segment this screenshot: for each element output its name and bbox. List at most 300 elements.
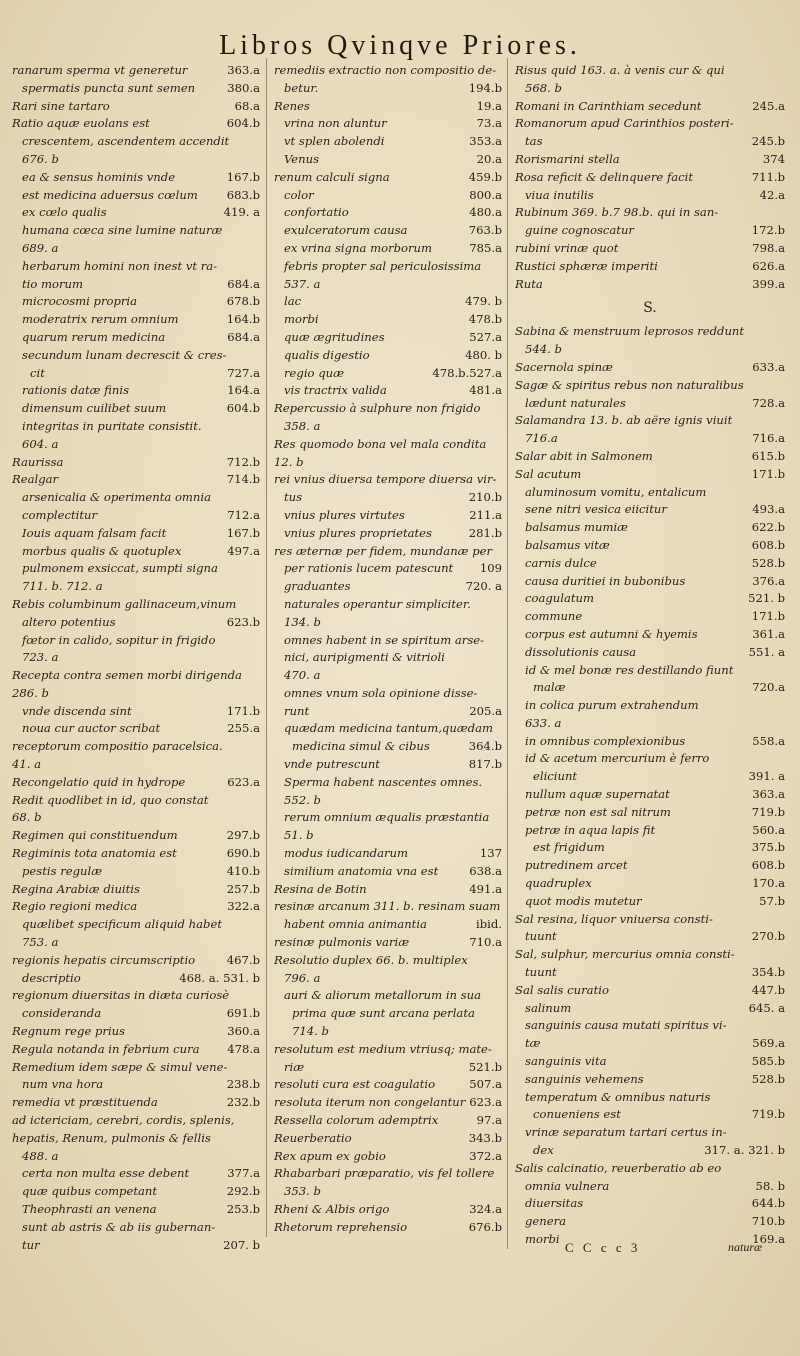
entry-reference: 343.b bbox=[468, 1130, 502, 1145]
entry-term: integritas in puritate consistit. bbox=[22, 418, 202, 433]
index-entry bbox=[274, 525, 502, 543]
index-entry bbox=[515, 133, 785, 151]
index-entry bbox=[274, 774, 502, 792]
entry-reference: 481.a bbox=[469, 383, 502, 398]
entry-term: sene nitri vesica eiicitur bbox=[525, 502, 667, 517]
index-entry bbox=[274, 329, 502, 347]
entry-term: petræ non est sal nitrum bbox=[525, 804, 671, 819]
entry-term: quæ ægritudines bbox=[284, 329, 385, 344]
entry-term: 711. b. 712. a bbox=[22, 579, 103, 594]
entry-reference: 372.a bbox=[469, 1148, 502, 1163]
index-entry bbox=[274, 471, 502, 489]
index-entry bbox=[12, 80, 260, 98]
entry-term: Resolutio duplex 66. b. multiplex bbox=[274, 952, 468, 967]
entry-reference: 171.b bbox=[751, 466, 785, 481]
index-entry bbox=[12, 187, 260, 205]
entry-term: Sal salis curatio bbox=[515, 982, 609, 997]
index-entry bbox=[274, 827, 502, 845]
entry-term: pulmonem exsiccat, sumpti signa bbox=[22, 561, 218, 576]
entry-reference: 207. b bbox=[223, 1237, 260, 1252]
entry-reference: 97.a bbox=[476, 1113, 502, 1128]
entry-reference: 68.a bbox=[234, 98, 260, 113]
index-entry bbox=[12, 240, 260, 258]
index-entry bbox=[515, 1106, 785, 1124]
index-entry bbox=[12, 454, 260, 472]
entry-term: morbi bbox=[525, 1232, 560, 1246]
index-entry bbox=[515, 1124, 785, 1142]
entry-reference: 623.a bbox=[227, 774, 260, 789]
entry-term: graduantes bbox=[284, 579, 351, 594]
entry-term: Rubinum 369. b.7 98.b. qui in san- bbox=[515, 205, 719, 220]
index-entry bbox=[12, 987, 260, 1005]
index-entry bbox=[274, 436, 502, 454]
entry-reference: 626.a bbox=[752, 258, 785, 273]
entry-reference: 363.a bbox=[752, 787, 785, 802]
index-entry bbox=[274, 62, 502, 80]
index-entry bbox=[12, 1201, 260, 1219]
entry-term: 544. b bbox=[525, 342, 562, 357]
entry-reference: 109 bbox=[479, 561, 502, 576]
entry-reference: 317. a. 321. b bbox=[704, 1143, 785, 1158]
entry-reference: 719.b bbox=[751, 804, 785, 819]
index-entry bbox=[12, 1183, 260, 1201]
entry-term: Regiminis tota anatomia est bbox=[12, 846, 177, 861]
index-entry bbox=[515, 839, 785, 857]
index-entry bbox=[274, 952, 502, 970]
index-entry bbox=[515, 1035, 785, 1053]
entry-reference: 800.a bbox=[469, 187, 502, 202]
index-entry bbox=[274, 169, 502, 187]
index-entry bbox=[274, 382, 502, 400]
index-entry bbox=[274, 222, 502, 240]
entry-term: Sal acutum bbox=[515, 466, 582, 481]
index-entry bbox=[274, 1219, 502, 1237]
index-entry bbox=[515, 341, 785, 359]
index-entry bbox=[12, 525, 260, 543]
entry-term: Sal, sulphur, mercurius omnia consti- bbox=[515, 947, 735, 962]
entry-term: similium anatomia vna est bbox=[284, 863, 439, 878]
entry-term: nullum aquæ supernatat bbox=[525, 787, 670, 802]
entry-term: Ruta bbox=[515, 276, 543, 291]
index-entry bbox=[12, 258, 260, 276]
entry-reference: 604.b bbox=[226, 401, 260, 416]
entry-reference: 447.b bbox=[751, 982, 785, 997]
entry-term: 488. a bbox=[22, 1148, 59, 1163]
index-entry bbox=[274, 685, 502, 703]
entry-term: Resina de Botin bbox=[274, 881, 367, 896]
entry-term: 358. a bbox=[284, 418, 321, 433]
catchword: naturæ bbox=[728, 1240, 763, 1254]
entry-term: 753. a bbox=[22, 935, 59, 950]
index-entry bbox=[274, 881, 502, 899]
index-entry bbox=[515, 187, 785, 205]
entry-term: vnius plures virtutes bbox=[284, 507, 405, 522]
entry-term: genera bbox=[525, 1214, 567, 1229]
index-entry bbox=[515, 875, 785, 893]
index-entry bbox=[515, 169, 785, 187]
index-entry bbox=[12, 133, 260, 151]
entry-term: habent omnia animantia bbox=[284, 917, 427, 932]
entry-term: remediis extractio non compositio de- bbox=[274, 63, 497, 77]
signature-mark: C C c c 3 bbox=[565, 1240, 641, 1255]
entry-term: omnes habent in se spiritum arse- bbox=[284, 632, 485, 647]
entry-reference: 558.a bbox=[752, 733, 785, 748]
index-entry bbox=[12, 1094, 260, 1112]
entry-reference: 798.a bbox=[752, 240, 785, 255]
entry-term: consideranda bbox=[22, 1006, 102, 1021]
index-entry bbox=[515, 484, 785, 502]
entry-term: auri & aliorum metallorum in sua bbox=[284, 988, 482, 1003]
index-entry bbox=[515, 911, 785, 929]
entry-term: 604. a bbox=[22, 436, 59, 451]
entry-term: Rari sine tartaro bbox=[12, 98, 110, 113]
entry-term: riæ bbox=[284, 1059, 305, 1074]
entry-reference: 711.b bbox=[751, 169, 785, 184]
index-entry bbox=[515, 608, 785, 626]
index-entry bbox=[274, 276, 502, 294]
index-entry bbox=[515, 80, 785, 98]
index-entry bbox=[274, 667, 502, 685]
entry-term: 714. b bbox=[292, 1024, 329, 1039]
index-entry bbox=[515, 946, 785, 964]
entry-term: vnde putrescunt bbox=[284, 757, 380, 772]
index-entry bbox=[12, 151, 260, 169]
entry-reference: 255.a bbox=[227, 721, 260, 736]
entry-reference: 719.b bbox=[751, 1107, 785, 1122]
index-entry bbox=[515, 537, 785, 555]
index-entry bbox=[12, 365, 260, 383]
entry-term: omnes vnum sola opinione disse- bbox=[284, 685, 478, 700]
entry-term: rei vnius diuersa tempore diuersa vir- bbox=[274, 472, 497, 487]
entry-reference: 42.a bbox=[759, 187, 785, 202]
entry-term: Realgar bbox=[12, 472, 59, 487]
entry-reference: 521.b bbox=[468, 1059, 502, 1074]
entry-reference: 690.b bbox=[226, 846, 260, 861]
index-entry bbox=[515, 276, 785, 294]
index-entry bbox=[12, 329, 260, 347]
index-entry bbox=[12, 1165, 260, 1183]
index-entry bbox=[515, 98, 785, 116]
index-entry bbox=[515, 555, 785, 573]
index-entry bbox=[12, 293, 260, 311]
entry-term: ex vrina signa morborum bbox=[284, 240, 433, 255]
index-entry bbox=[515, 573, 785, 591]
entry-term: Remedium idem sæpe & simul vene- bbox=[12, 1059, 228, 1074]
entry-term: Salar abit in Salmonem bbox=[515, 448, 653, 463]
entry-term: Res quomodo bona vel mala condita bbox=[274, 436, 487, 451]
index-entry bbox=[515, 359, 785, 377]
index-entry bbox=[12, 400, 260, 418]
index-entry bbox=[515, 1017, 785, 1035]
entry-term: medicina simul & cibus bbox=[292, 739, 430, 754]
entry-reference: 297.b bbox=[226, 828, 260, 843]
entry-term: tio morum bbox=[22, 276, 84, 291]
entry-reference: 493.a bbox=[752, 502, 785, 517]
entry-reference: 467.b bbox=[226, 952, 260, 967]
index-entry bbox=[274, 756, 502, 774]
entry-term: 134. b bbox=[284, 614, 321, 629]
entry-term: dimensum cuilibet suum bbox=[22, 401, 167, 416]
entry-term: cit bbox=[30, 365, 45, 380]
index-entry bbox=[274, 934, 502, 952]
index-entry bbox=[12, 489, 260, 507]
entry-term: ranarum sperma vt generetur bbox=[12, 63, 188, 77]
entry-term: Sacernola spinæ bbox=[515, 359, 613, 374]
entry-term: regionis hepatis circumscriptio bbox=[12, 952, 196, 967]
entry-term: Salis calcinatio, reuerberatio ab eo bbox=[515, 1160, 722, 1175]
entry-reference: 172.b bbox=[751, 223, 785, 238]
entry-term: id & acetum mercurium è ferro bbox=[525, 751, 710, 766]
entry-term: tas bbox=[525, 134, 543, 149]
entry-reference: 479. b bbox=[465, 294, 502, 309]
entry-reference: 20.a bbox=[476, 151, 502, 166]
entry-term: Sperma habent nascentes omnes. bbox=[284, 774, 483, 789]
index-entry bbox=[12, 809, 260, 827]
index-entry bbox=[12, 898, 260, 916]
entry-reference: 205.a bbox=[469, 703, 502, 718]
entry-term: sanguinis vita bbox=[525, 1054, 607, 1069]
index-entry bbox=[12, 418, 260, 436]
entry-reference: 380.a bbox=[227, 80, 260, 95]
entry-reference: 714.b bbox=[226, 472, 260, 487]
entry-term: rubini vrinæ quot bbox=[515, 240, 619, 255]
entry-term: moderatrix rerum omnium bbox=[22, 312, 179, 327]
index-entry bbox=[12, 1148, 260, 1166]
entry-reference: 167.b bbox=[226, 169, 260, 184]
index-entry bbox=[274, 649, 502, 667]
entry-reference: 763.b bbox=[468, 223, 502, 238]
entry-term: humana cœca sine lumine naturæ bbox=[22, 223, 223, 238]
entry-reference: 480.a bbox=[469, 205, 502, 220]
index-entry bbox=[12, 1059, 260, 1077]
index-entry bbox=[274, 845, 502, 863]
entry-term: ex cœlo qualis bbox=[22, 205, 107, 220]
entry-reference: 608.b bbox=[751, 858, 785, 873]
index-entry bbox=[274, 543, 502, 561]
entry-reference: 57.b bbox=[759, 893, 785, 908]
index-entry bbox=[515, 1195, 785, 1213]
entry-reference: 478.b.527.a bbox=[432, 365, 502, 380]
entry-term: vnius plures proprietates bbox=[284, 525, 432, 540]
entry-term: Regina Arabiæ diuitis bbox=[12, 881, 140, 896]
entry-term: renum calculi signa bbox=[274, 169, 390, 184]
entry-term: resoluti cura est coagulatio bbox=[274, 1077, 436, 1092]
entry-reference: 164.b bbox=[226, 312, 260, 327]
entry-term: 470. a bbox=[284, 668, 321, 683]
index-entry bbox=[274, 347, 502, 365]
entry-term: 41. a bbox=[12, 757, 42, 772]
entry-term: est frigidum bbox=[533, 840, 605, 855]
index-entry bbox=[274, 418, 502, 436]
entry-reference: 521. b bbox=[748, 591, 785, 606]
entry-term: quadruplex bbox=[525, 876, 592, 891]
entry-term: morbus qualis & quotuplex bbox=[22, 543, 182, 558]
entry-term: Theophrasti an venena bbox=[22, 1202, 157, 1216]
index-column-1 bbox=[12, 62, 260, 1254]
index-columns bbox=[0, 62, 800, 1332]
entry-reference: 363.a bbox=[227, 63, 260, 77]
entry-term: fœtor in calido, sopitur in frigido bbox=[22, 632, 216, 647]
entry-term: regionum diuersitas in diæta curiosè bbox=[12, 988, 230, 1003]
entry-term: diuersitas bbox=[525, 1196, 584, 1211]
entry-term: putredinem arcet bbox=[525, 858, 628, 873]
entry-term: Ratio aquæ euolans est bbox=[12, 116, 150, 131]
entry-reference: 374 bbox=[762, 151, 785, 166]
index-entry bbox=[12, 881, 260, 899]
entry-term: Venus bbox=[284, 151, 320, 166]
index-entry bbox=[274, 98, 502, 116]
entry-term: Salamandra 13. b. ab aëre ignis viuit bbox=[515, 413, 733, 428]
entry-term: 723. a bbox=[22, 650, 59, 665]
entry-term: quarum rerum medicina bbox=[22, 329, 166, 344]
index-entry bbox=[274, 792, 502, 810]
entry-term: guine cognoscatur bbox=[525, 223, 634, 238]
entry-term: in omnibus complexionibus bbox=[525, 733, 686, 748]
entry-term: 537. a bbox=[284, 276, 321, 291]
entry-term: 633. a bbox=[525, 715, 562, 730]
entry-term: corpus est autumni & hyemis bbox=[525, 626, 698, 641]
index-entry bbox=[12, 970, 260, 988]
index-entry bbox=[274, 1165, 502, 1183]
entry-reference: 551. a bbox=[748, 644, 785, 659]
entry-reference: 292.b bbox=[226, 1184, 260, 1199]
index-entry bbox=[12, 311, 260, 329]
index-entry bbox=[12, 863, 260, 881]
entry-term: microcosmi propria bbox=[22, 294, 138, 309]
index-entry bbox=[12, 614, 260, 632]
running-head: Libros Qvinqve Priores. bbox=[219, 30, 581, 61]
entry-term: Regnum rege prius bbox=[12, 1024, 126, 1039]
index-entry bbox=[274, 578, 502, 596]
index-entry bbox=[515, 786, 785, 804]
index-entry bbox=[12, 382, 260, 400]
index-entry bbox=[12, 222, 260, 240]
entry-term: vnde discenda sint bbox=[22, 703, 132, 718]
index-entry bbox=[274, 507, 502, 525]
entry-term: 716.a bbox=[525, 431, 558, 446]
entry-term: in colica purum extrahendum bbox=[525, 698, 699, 713]
section-letter: S. bbox=[643, 300, 657, 317]
entry-reference: 710.a bbox=[469, 935, 502, 950]
entry-term: resinæ pulmonis variæ bbox=[274, 935, 410, 950]
entry-term: quædam medicina tantum,quædam bbox=[284, 721, 494, 736]
index-entry bbox=[12, 471, 260, 489]
index-entry bbox=[12, 845, 260, 863]
index-entry bbox=[12, 543, 260, 561]
index-entry bbox=[274, 187, 502, 205]
entry-reference: 684.a bbox=[227, 276, 260, 291]
entry-reference: 375.b bbox=[751, 840, 785, 855]
index-entry bbox=[274, 1094, 502, 1112]
index-entry bbox=[12, 560, 260, 578]
index-entry bbox=[515, 590, 785, 608]
index-entry bbox=[515, 448, 785, 466]
entry-term: quæ quibus competant bbox=[22, 1184, 158, 1199]
index-entry bbox=[515, 822, 785, 840]
entry-reference: 170.a bbox=[752, 876, 785, 891]
index-entry bbox=[274, 240, 502, 258]
entry-reference: 676.b bbox=[468, 1219, 502, 1234]
entry-reference: 410.b bbox=[226, 863, 260, 878]
entry-term: viua inutilis bbox=[525, 187, 594, 202]
entry-term: balsamus mumiæ bbox=[525, 520, 629, 535]
entry-reference: 257.b bbox=[226, 881, 260, 896]
entry-reference: 19.a bbox=[476, 98, 502, 113]
entry-term: Rex apum ex gobio bbox=[274, 1148, 386, 1163]
entry-reference: 58. b bbox=[755, 1178, 785, 1193]
entry-reference: 399.a bbox=[752, 276, 785, 291]
entry-term: exulceratorum causa bbox=[284, 223, 408, 238]
entry-term: noua cur auctor scribat bbox=[22, 721, 161, 736]
entry-reference: 238.b bbox=[226, 1077, 260, 1092]
entry-term: Rebis columbinum gallinaceum,vinum bbox=[12, 596, 237, 611]
index-entry bbox=[12, 756, 260, 774]
index-entry bbox=[274, 1023, 502, 1041]
entry-term: 796. a bbox=[284, 970, 321, 985]
index-entry bbox=[274, 916, 502, 934]
entry-reference: 633.a bbox=[752, 359, 785, 374]
entry-reference: 569.a bbox=[752, 1036, 785, 1051]
entry-term: 286. b bbox=[12, 685, 49, 700]
index-entry bbox=[274, 115, 502, 133]
entry-reference: 622.b bbox=[751, 520, 785, 535]
entry-reference: 245.a bbox=[752, 98, 785, 113]
index-entry bbox=[12, 792, 260, 810]
index-entry bbox=[12, 596, 260, 614]
entry-term: spermatis puncta sunt semen bbox=[22, 80, 196, 95]
index-entry bbox=[12, 934, 260, 952]
entry-term: causa duritiei in bubonibus bbox=[525, 573, 686, 588]
index-entry bbox=[515, 804, 785, 822]
index-entry bbox=[515, 1142, 785, 1160]
index-entry bbox=[12, 703, 260, 721]
index-entry bbox=[274, 258, 502, 276]
index-entry bbox=[274, 1005, 502, 1023]
entry-reference: 361.a bbox=[752, 626, 785, 641]
entry-term: 568. b bbox=[525, 80, 562, 95]
entry-reference: 623.a bbox=[469, 1095, 502, 1110]
entry-reference: 322.a bbox=[227, 899, 260, 914]
entry-reference: 281.b bbox=[468, 525, 502, 540]
entry-term: vrina non aluntur bbox=[284, 116, 387, 131]
entry-term: febris propter sal periculosissima bbox=[284, 258, 482, 273]
entry-term: Rhetorum reprehensio bbox=[274, 1219, 408, 1234]
entry-term: resoluta iterum non congelantur bbox=[274, 1095, 466, 1110]
entry-term: carnis dulce bbox=[525, 555, 597, 570]
entry-reference: 710.b bbox=[751, 1214, 785, 1229]
entry-term: Risus quid 163. a. à venis cur & qui bbox=[515, 63, 725, 77]
entry-term: tur bbox=[22, 1237, 40, 1252]
entry-reference: 645. a bbox=[748, 1000, 785, 1015]
index-entry bbox=[12, 738, 260, 756]
entry-term: est medicina aduersus cœlum bbox=[22, 187, 198, 202]
index-entry bbox=[515, 857, 785, 875]
entry-reference: 354.b bbox=[751, 965, 785, 980]
index-entry bbox=[274, 898, 502, 916]
entry-reference: 480. b bbox=[465, 347, 502, 362]
entry-term: Regimen qui constituendum bbox=[12, 828, 178, 843]
entry-term: rerum omnium æqualis præstantia bbox=[284, 810, 490, 825]
index-entry bbox=[12, 1023, 260, 1041]
entry-term: Sagæ & spiritus rebus non naturalibus bbox=[515, 377, 744, 392]
entry-term: eliciunt bbox=[533, 769, 578, 784]
index-entry bbox=[515, 626, 785, 644]
index-entry bbox=[515, 697, 785, 715]
entry-term: Romanorum apud Carinthios posteri- bbox=[515, 116, 734, 131]
entry-term: Recongelatio quid in hydrope bbox=[12, 774, 186, 789]
entry-term: quot modis mutetur bbox=[525, 893, 642, 908]
index-entry bbox=[274, 365, 502, 383]
